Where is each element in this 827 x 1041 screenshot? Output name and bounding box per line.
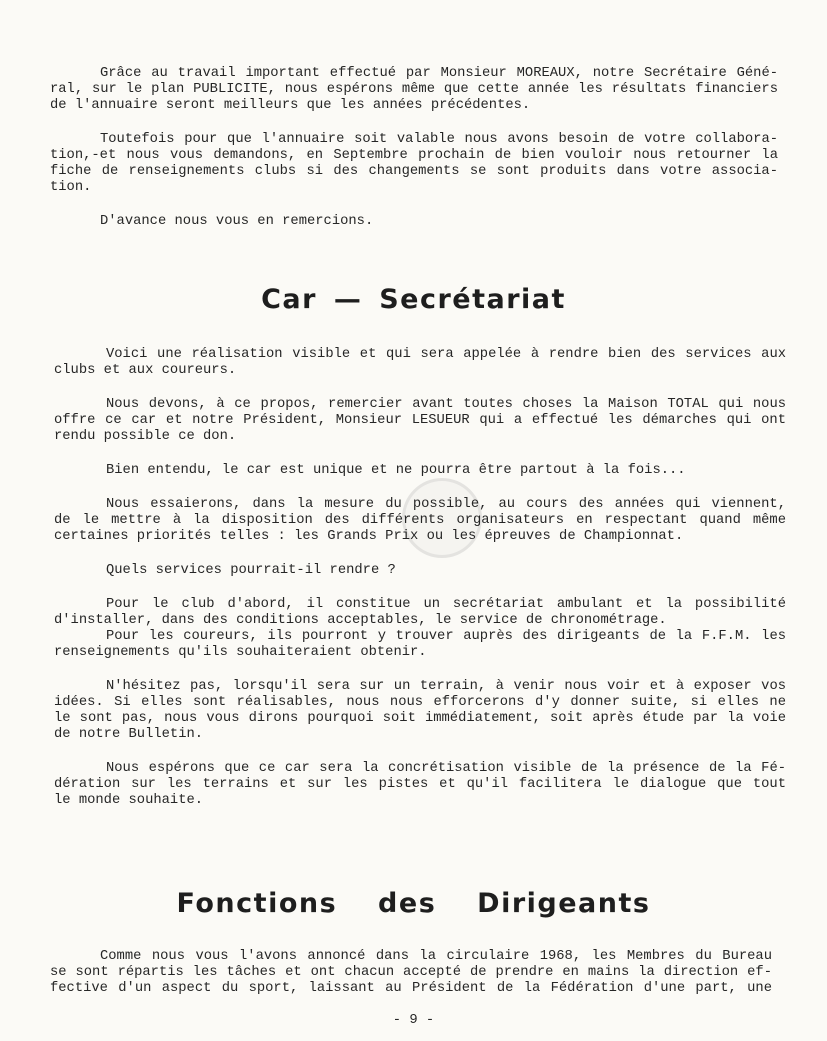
text-line: fiche de renseignements clubs si des changements se sont produits dans votre associa- — [50, 164, 778, 179]
text-line: Bien entendu, le car est unique et ne pourra être partout à la fois... — [106, 463, 686, 478]
text-line: rendu possible ce don. — [54, 429, 237, 444]
text-line: Nous devons, à ce propos, remercier avant toutes choses la Maison TOTAL qui nous — [106, 397, 786, 412]
paragraph — [54, 463, 786, 479]
text-line: clubs et aux coureurs. — [54, 363, 237, 378]
intro-section — [50, 66, 778, 230]
section-heading-car-secretariat: Car — Secrétariat — [261, 284, 566, 315]
text-line: Grâce au travail important effectué par Monsieur MOREAUX, notre Secrétaire Géné- — [100, 66, 778, 81]
text-line: D'avance nous vous en remercions. — [100, 214, 374, 229]
paragraph — [54, 629, 786, 661]
paragraph — [50, 214, 778, 230]
text-line: N'hésitez pas, lorsqu'il sera sur un terrain, à venir nous voir et à exposer vos — [106, 679, 786, 694]
text-line: de le mettre à la disposition des différents organisateurs en respectant quand même — [54, 513, 786, 528]
text-line: le sont pas, nous vous dirons pourquoi soit immédiatement, soit après étude par la voie — [54, 711, 786, 726]
section-heading-fonctions: Fonctions des Dirigeants — [176, 888, 651, 919]
text-line: le monde souhaite. — [54, 793, 204, 808]
text-line: Nous essaierons, dans la mesure du possible, au cours des années qui viennent, — [106, 497, 786, 512]
text-line: Comme nous vous l'avons annoncé dans la circulaire 1968, les Membres du Bureau — [100, 949, 772, 964]
paragraph — [54, 761, 786, 809]
text-line: idées. Si elles sont réalisables, nous nous efforcerons d'y donner suite, si elles ne — [54, 695, 786, 710]
text-line: Toutefois pour que l'annuaire soit valable nous avons besoin de votre collabora- — [100, 132, 778, 147]
paragraph — [54, 563, 786, 579]
text-line: Pour les coureurs, ils pourront y trouver auprès des dirigeants de la F.F.M. les — [106, 629, 786, 644]
text-line: de l'annuaire seront meilleurs que les années précédentes. — [50, 98, 531, 113]
paragraph — [54, 497, 786, 545]
fonctions-section — [50, 949, 772, 997]
page-number: - 9 - — [392, 1013, 435, 1028]
car-secretariat-section — [54, 347, 786, 809]
text-line: ral, sur le plan PUBLICITE, nous espérons même que cette année les résultats financiers — [50, 82, 778, 97]
text-line: Quels services pourrait-il rendre ? — [106, 563, 396, 578]
paragraph — [50, 949, 772, 997]
paragraph — [54, 597, 786, 629]
text-line: de notre Bulletin. — [54, 727, 204, 742]
text-line: Nous espérons que ce car sera la concrétisation visible de la présence de la Fé- — [106, 761, 786, 776]
paragraph — [54, 397, 786, 445]
text-line: certaines priorités telles : les Grands Prix ou les épreuves de Championnat. — [54, 529, 684, 544]
paragraph — [54, 347, 786, 379]
text-line: fective d'un aspect du sport, laissant au Président de la Fédération d'une part, une — [50, 981, 772, 996]
text-line: d'installer, dans des conditions acceptables, le service de chronométrage. — [54, 613, 667, 628]
text-line: Voici une réalisation visible et qui sera appelée à rendre bien des services aux — [106, 347, 786, 362]
paragraph — [50, 132, 778, 196]
text-line: offre ce car et notre Président, Monsieur LESUEUR qui a effectué les démarches qui ont — [54, 413, 786, 428]
paragraph — [50, 66, 778, 114]
text-line: renseignements qu'ils souhaiteraient obtenir. — [54, 645, 427, 660]
text-line: se sont répartis les tâches et ont chacun accepté de prendre en mains la direction ef- — [50, 965, 772, 980]
text-line: tion,-et nous vous demandons, en Septembre prochain de bien vouloir nous retourner la — [50, 148, 778, 163]
paragraph — [54, 679, 786, 743]
text-line: tion. — [50, 180, 92, 195]
text-line: dération sur les terrains et sur les pistes et qu'il facilitera le dialogue que tout — [54, 777, 786, 792]
text-line: Pour le club d'abord, il constitue un secrétariat ambulant et la possibilité — [106, 597, 786, 612]
